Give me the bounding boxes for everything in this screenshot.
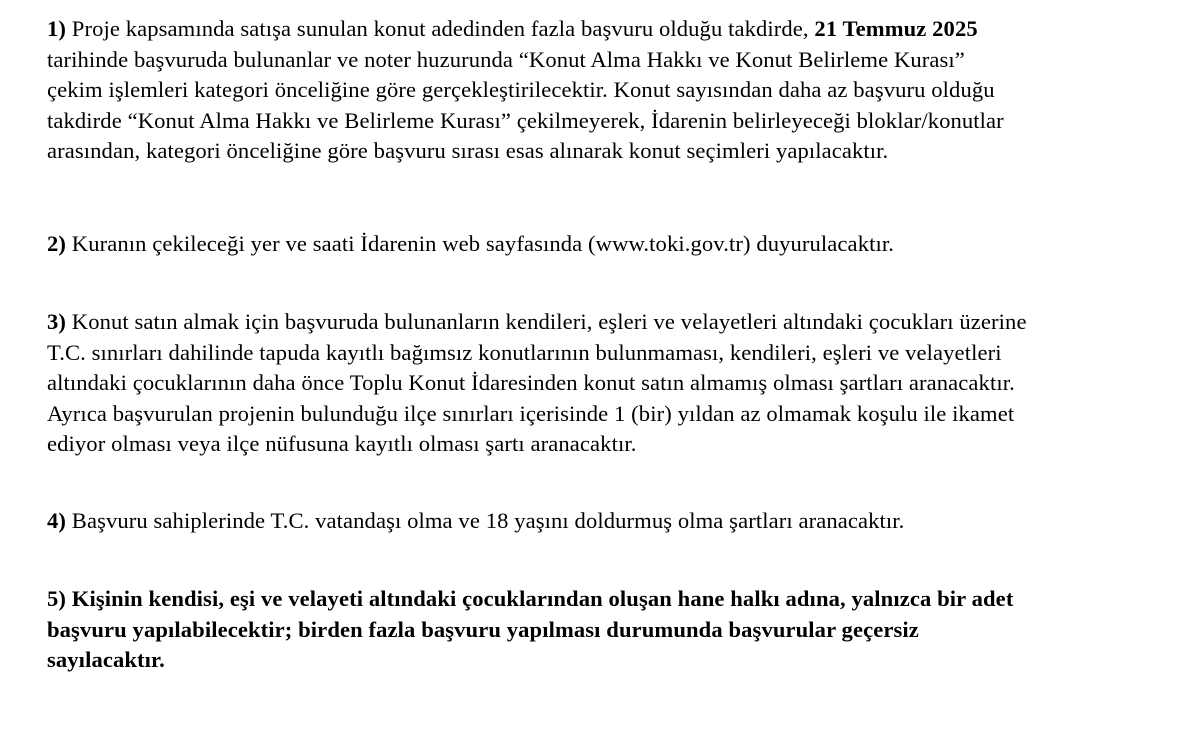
paragraph-2-number: 2) (47, 230, 67, 256)
paragraph-5-text: Kişinin kendisi, eşi ve velayeti altındaki çocuklarından oluşan hane halkı adına, yalnızca bir adet (66, 586, 1014, 611)
paragraph-2-text: Kuranın çekileceği yer ve saati İdarenin web sayfasında (www.toki.gov.tr) duyurulacaktır. (66, 230, 894, 256)
paragraph-5-number: 5) (47, 586, 67, 611)
paragraph-3-line-2: T.C. sınırları dahilinde tapuda kayıtlı bağımsız konutlarının bulunmaması, kendileri, eşleri ve velayetleri (47, 339, 1002, 365)
paragraph-2 (47, 229, 1177, 260)
paragraph-5-line-1 (47, 584, 1177, 615)
paragraph-1-line-1 (47, 14, 1177, 45)
paragraph-1-text: Proje kapsamında satışa sunulan konut adedinden fazla başvuru olduğu takdirde, (66, 16, 815, 41)
paragraph-4-number: 4) (47, 507, 67, 533)
paragraph-1-line-3: çekim işlemleri kategori önceliğine göre gerçekleştirilecektir. Konut sayısından daha az başvuru olduğu (47, 77, 995, 102)
paragraph-5-line-3: sayılacaktır. (47, 647, 165, 672)
paragraph-5-line-2: başvuru yapılabilecektir; birden fazla başvuru yapılması durumunda başvurular geçersiz (47, 616, 919, 642)
paragraph-3-line-5: ediyor olması veya ilçe nüfusuna kayıtlı olması şartı aranacaktır. (47, 431, 637, 456)
kura-date: 21 Temmuz 2025 (814, 16, 978, 41)
paragraph-1-line-5: arasından, kategori önceliğine göre başvuru sırası esas alınarak konut seçimleri yapılacaktır. (47, 138, 889, 163)
paragraph-1-line-2: tarihinde başvuruda bulunanlar ve noter huzurunda “Konut Alma Hakkı ve Konut Belirleme Kurası” (47, 46, 965, 72)
paragraph-5 (47, 584, 1177, 676)
paragraph-3-number: 3) (47, 309, 67, 334)
paragraph-4-line-1 (47, 506, 1177, 537)
paragraph-1 (47, 14, 1177, 167)
paragraph-1-number: 1) (47, 16, 67, 41)
paragraph-3-line-4: Ayrıca başvurulan projenin bulunduğu ilçe sınırları içerisinde 1 (bir) yıldan az olmamak koşulu ile ikamet (47, 400, 1015, 426)
paragraph-3-line-3: altındaki çocuklarının daha önce Toplu Konut İdaresinden konut satın almamış olması şartları aranacaktır. (47, 370, 1015, 395)
paragraph-3-line-1 (47, 307, 1177, 338)
paragraph-4 (47, 506, 1177, 537)
paragraph-4-text: Başvuru sahiplerinde T.C. vatandaşı olma ve 18 yaşını doldurmuş olma şartları aranacaktır. (66, 507, 905, 533)
paragraph-3-text: Konut satın almak için başvuruda bulunanların kendileri, eşleri ve velayetleri altındaki çocukları üzerine (66, 309, 1027, 334)
document-body (47, 14, 1177, 676)
paragraph-3 (47, 307, 1177, 460)
paragraph-1-line-4: takdirde “Konut Alma Hakkı ve Belirleme Kurası” çekilmeyerek, İdarenin belirleyeceği bloklar/konutlar (47, 107, 1004, 133)
paragraph-2-line-1 (47, 229, 1177, 260)
